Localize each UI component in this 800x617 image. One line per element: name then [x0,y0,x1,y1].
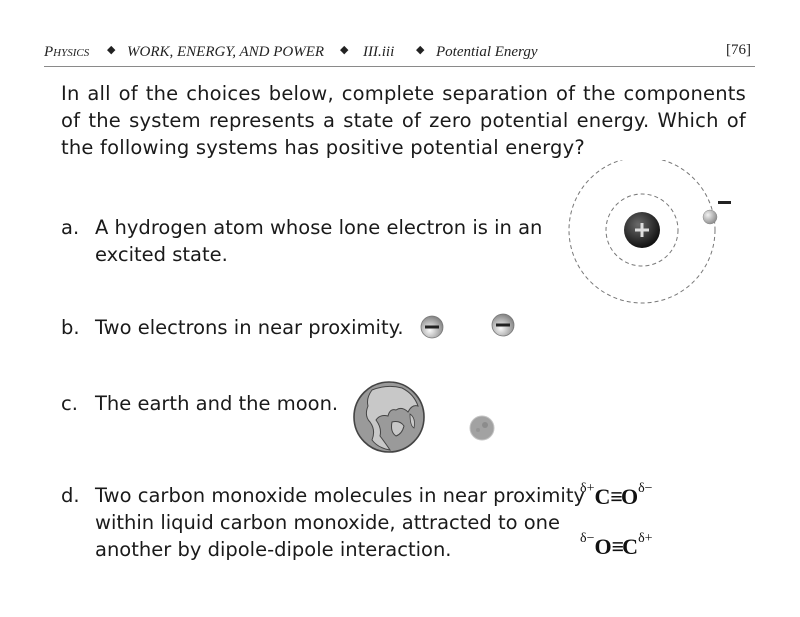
question-text: In all of the choices below, complete separation of the components of the system represents a state of zero potential energy. Which of the following systems has positive potential energy? [61,82,746,159]
header-subject: Physics [44,44,90,60]
page-number: [76] [726,42,751,58]
separator-icon: ◆ [107,44,116,56]
atom-symbol: C [622,534,639,559]
choice-text-line: another by dipole-dipole interaction. [95,538,452,561]
moon-icon [469,415,495,441]
choice-b [61,314,404,342]
electron-icon [490,312,516,338]
separator-icon: ◆ [416,44,425,56]
atom-symbol: O [594,534,612,559]
atom-symbol: C [594,484,611,509]
separator-icon: ◆ [340,44,349,56]
choice-label: a. [61,216,80,239]
header-section: III.iii [363,44,395,60]
choice-text-line: Two carbon monoxide molecules in near proximity [95,484,586,507]
choice-label: b. [61,316,80,339]
triple-bond: ≡ [610,484,621,509]
choice-label: d. [61,484,80,507]
partial-charge: δ− [580,530,595,546]
atom-symbol: O [620,484,639,509]
partial-charge: δ+ [638,530,653,546]
co-molecule [580,480,653,510]
page-header [44,40,755,67]
choice-text-line: Two electrons in near proximity. [95,316,404,339]
header-chapter: WORK, ENERGY, AND POWER [127,44,325,60]
earth-icon [352,380,426,454]
choice-label: c. [61,392,78,415]
hydrogen-atom-figure [560,160,740,310]
choice-text-line: excited state. [95,243,228,266]
choice-text-line: The earth and the moon. [95,392,339,415]
triple-bond: ≡ [611,534,623,559]
co-molecule [580,530,653,560]
choice-d [61,482,586,566]
electron-figure [490,312,516,338]
partial-charge: δ− [638,480,653,496]
moon-figure [469,415,495,441]
header-topic: Potential Energy [436,44,538,60]
partial-charge: δ+ [580,480,595,496]
earth-figure [352,380,426,454]
choice-text-line: within liquid carbon monoxide, attracted to one [95,511,561,534]
electron-icon [419,314,445,340]
atom-icon [560,160,740,310]
choice-text-line: A hydrogen atom whose lone electron is in an [95,216,543,239]
electron-figure [419,314,445,340]
choice-c [61,390,361,418]
choice-a [61,214,561,270]
